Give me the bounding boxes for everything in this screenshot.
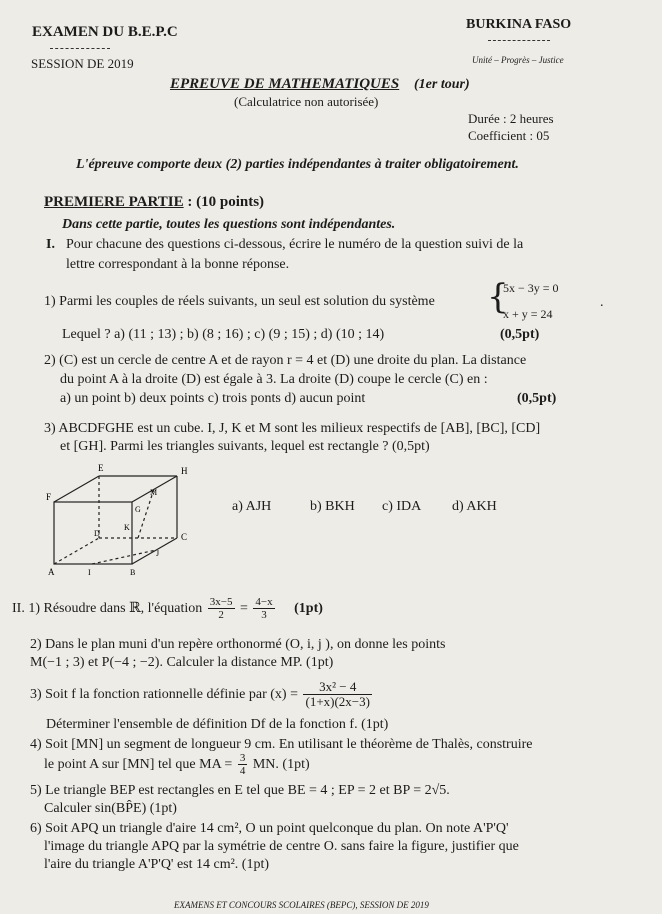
system-brace: { bbox=[487, 277, 509, 317]
section-2-q6-line1: 6) Soit APQ un triangle d'aire 14 cm², O un point quelconque du plan. On note A'P'Q' bbox=[30, 821, 509, 836]
part1-points: : (10 points) bbox=[187, 194, 265, 210]
equation-fraction-right bbox=[253, 596, 274, 621]
fraction-left-denominator: 2 bbox=[218, 609, 224, 622]
cube-label-m: M bbox=[150, 488, 158, 497]
cube-label-k: K bbox=[124, 523, 130, 532]
question-2-line1: 2) (C) est un cercle de centre A et de rayon r = 4 et (D) une droite du plan. La distance bbox=[44, 353, 527, 368]
header-divider-left bbox=[50, 48, 110, 49]
part1-instruction: Dans cette partie, toutes les questions sont indépendantes. bbox=[62, 217, 396, 232]
section-2-q4-line2a: le point A sur [MN] tel que MA = bbox=[44, 757, 233, 772]
cube-label-f: F bbox=[46, 492, 52, 502]
question-2-options: a) un point b) deux points c) trois ponts d) aucun point bbox=[60, 391, 366, 406]
section-2-q2-line1: 2) Dans le plan muni d'un repère orthonormé (O, i, j ), on donne les points bbox=[30, 637, 446, 652]
question-1-options: Lequel ? a) (11 ; 13) ; b) (8 ; 16) ; c) (9 ; 15) ; d) (10 ; 14) bbox=[62, 327, 385, 342]
section-2-question-4 bbox=[44, 752, 310, 778]
question-3-option-b: b) BKH bbox=[310, 499, 355, 514]
exam-round: (1er tour) bbox=[414, 77, 470, 92]
cube-figure bbox=[44, 462, 194, 580]
cube-label-c: C bbox=[181, 532, 188, 542]
fraction-right-denominator: 3 bbox=[261, 609, 267, 622]
cube-label-j: J bbox=[156, 549, 160, 558]
section-2-q4-line1: 4) Soit [MN] un segment de longueur 9 cm. En utilisant le théorème de Thalès, construire bbox=[30, 737, 533, 752]
section-1-number: I. bbox=[46, 237, 55, 252]
equation-equals: = bbox=[240, 601, 248, 616]
rational-function-fraction bbox=[303, 680, 371, 709]
cube-label-g: G bbox=[135, 505, 141, 514]
question-3-option-a: a) AJH bbox=[232, 499, 272, 514]
cube-label-b: B bbox=[130, 568, 136, 577]
session-label: SESSION DE 2019 bbox=[31, 56, 134, 71]
question-2-line2: du point A à la droite (D) est égale à 3. La droite (D) coupe le cercle (C) en : bbox=[60, 372, 488, 387]
section-2-q5-line1: 5) Le triangle BEP est rectangles en E tel que BE = 4 ; EP = 2 et BP = 2√5. bbox=[30, 783, 450, 798]
exam-title: EXAMEN DU B.E.P.C bbox=[32, 24, 178, 40]
cube-label-d: D bbox=[94, 529, 100, 538]
cube-label-e: E bbox=[98, 463, 104, 473]
section-2-q4-line2b: MN. (1pt) bbox=[252, 757, 310, 772]
function-numerator: 3x² − 4 bbox=[303, 680, 371, 695]
section-2-question-3 bbox=[30, 680, 374, 710]
cube-label-h: H bbox=[181, 466, 188, 476]
question-3-option-d: d) AKH bbox=[452, 499, 497, 514]
section-2-q3-line2: Déterminer l'ensemble de définition Df de la fonction f. (1pt) bbox=[46, 717, 389, 732]
section-2-q1-text: II. 1) Résoudre dans ℝ, l'équation bbox=[12, 601, 203, 616]
cube-label-i: I bbox=[88, 568, 91, 577]
system-equation-1: 5x − 3y = 0 bbox=[503, 281, 559, 295]
national-motto: Unité – Progrès – Justice bbox=[472, 55, 564, 65]
ratio-numerator: 3 bbox=[239, 752, 246, 765]
section-2-q5-line2: Calculer sin(BP̂E) (1pt) bbox=[44, 801, 177, 816]
question-3-option-c: c) IDA bbox=[382, 499, 422, 514]
exam-intro: L'épreuve comporte deux (2) parties indépendantes à traiter obligatoirement. bbox=[76, 157, 519, 172]
question-3-line1: 3) ABCDFGHE est un cube. I, J, K et M sont les milieux respectifs de [AB], [BC], [CD] bbox=[44, 421, 541, 436]
ratio-denominator: 4 bbox=[239, 765, 246, 778]
question-3-line2: et [GH]. Parmi les triangles suivants, lequel est rectangle ? (0,5pt) bbox=[60, 439, 430, 454]
fraction-right-numerator: 4−x bbox=[255, 596, 273, 609]
country-name: BURKINA FASO bbox=[466, 17, 572, 32]
section-2-q2-line2: M(−1 ; 3) et P(−4 ; −2). Calculer la distance MP. (1pt) bbox=[30, 655, 334, 670]
system-equation-2: x + y = 24 bbox=[503, 307, 553, 321]
thales-ratio-fraction bbox=[238, 752, 248, 777]
exam-coefficient: Coefficient : 05 bbox=[468, 128, 550, 143]
fraction-left-numerator: 3x−5 bbox=[209, 596, 233, 609]
header-divider-right bbox=[488, 40, 550, 41]
subject-title: EPREUVE DE MATHEMATIQUES bbox=[170, 76, 400, 92]
part1-heading bbox=[44, 194, 264, 211]
system-period: . bbox=[600, 295, 604, 310]
function-denominator: (1+x)(2x−3) bbox=[305, 694, 370, 710]
question-1-points: (0,5pt) bbox=[500, 327, 540, 342]
section-2-q6-line3: l'aire du triangle A'P'Q' est 14 cm². (1pt) bbox=[44, 857, 270, 872]
cube-label-a: A bbox=[48, 567, 55, 577]
calculator-note: (Calculatrice non autorisée) bbox=[234, 94, 379, 109]
question-1-text: 1) Parmi les couples de réels suivants, un seul est solution du système bbox=[44, 294, 435, 309]
page-footer: EXAMENS ET CONCOURS SCOLAIRES (BEPC), SESSION DE 2019 bbox=[174, 900, 429, 910]
equation-fraction-left bbox=[208, 596, 235, 621]
section-1-line2: lettre correspondant à la bonne réponse. bbox=[66, 257, 290, 272]
question-2-points: (0,5pt) bbox=[517, 391, 557, 406]
section-2-q1-points: (1pt) bbox=[294, 601, 323, 616]
part1-title: PREMIERE PARTIE bbox=[44, 194, 184, 210]
section-2-question-1 bbox=[12, 596, 323, 622]
exam-duration: Durée : 2 heures bbox=[468, 111, 554, 126]
section-2-q6-line2: l'image du triangle APQ par la symétrie de centre O. sans faire la figure, justifier que bbox=[44, 839, 519, 854]
section-2-q3-text: 3) Soit f la fonction rationnelle définie par (x) = bbox=[30, 687, 298, 702]
section-1-line1: Pour chacune des questions ci-dessous, écrire le numéro de la question suivi de la bbox=[66, 237, 524, 252]
